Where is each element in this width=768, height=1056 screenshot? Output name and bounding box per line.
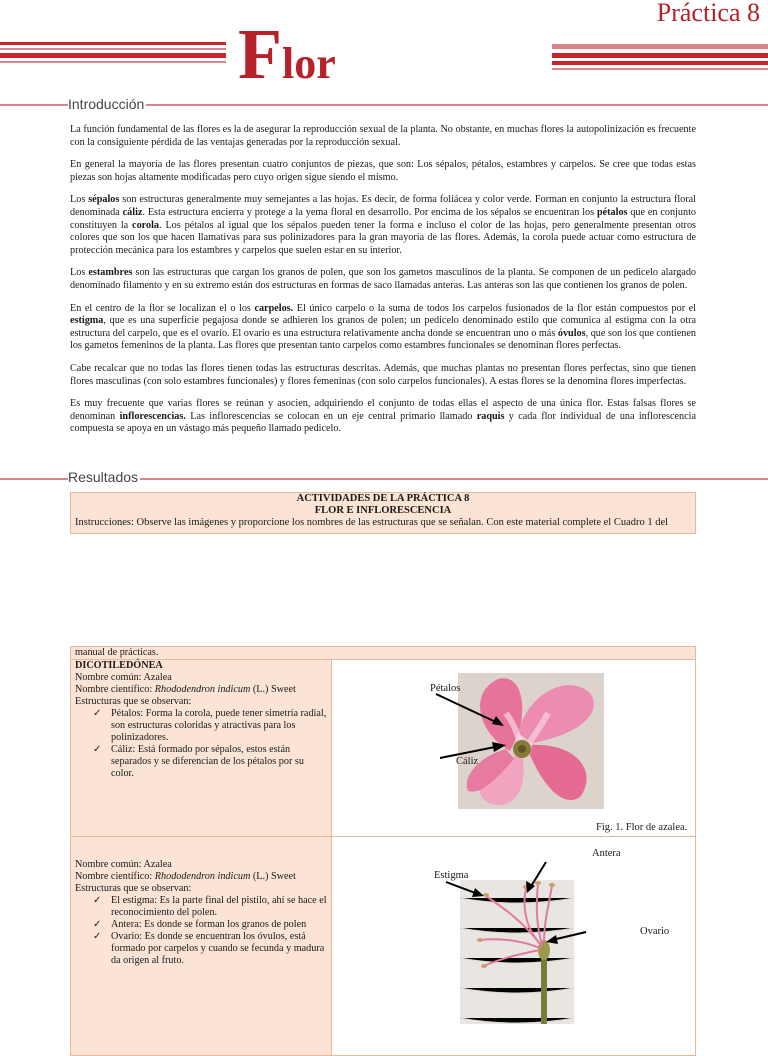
intro-paragraph: En el centro de la flor se localizan el o los carpelos. El único carpelo o la suma de todos los carpelos fusionados de la flor están compuestos por el estigma, que es una superficie pegajosa donde se adhieren los granos de polen; un pedicelo denominado estilo que comunica al estigma con la otra estructura del carpelo, que es el ovario. El ovario es una estructura relativamente ancha donde se encuentran uno o más óvulos, que son los que contienen los gametos femeninos de la planta. Las flores que presentan tanto carpelos como estambres funcionales se denominan flores perfectas. <box>70 302 697 352</box>
header-stripe <box>0 42 226 45</box>
structures-list <box>75 895 327 967</box>
results-heading: Resultados <box>68 469 139 485</box>
header-stripe <box>0 48 226 50</box>
intro-body <box>70 124 696 446</box>
instructions-cont-text: manual de prácticas. <box>75 647 159 658</box>
row1-text-cell <box>71 660 332 837</box>
intro-paragraph: Los estambres son las estructuras que cargan los granos de polen, que son los gametos masculinos de la planta. Se componen de un pedicelo alargado denominado filamento y en su extremo están dos estructuras en formas de saco llamadas anteras. Las anteras son las que contienen los granos de polen. <box>70 267 697 291</box>
row2-text-cell <box>71 837 332 1056</box>
instructions-text: Instrucciones: Observe las imágenes y proporcione los nombres de las estructuras que se señalan. Con este material complete el Cuadro 1 del <box>75 517 669 528</box>
label-estigma: Estigma <box>434 870 469 881</box>
title-rest: lor <box>281 39 336 88</box>
structures-label: Estructuras que se observan: <box>75 696 192 707</box>
label-antera: Antera <box>592 848 621 859</box>
category-label: DICOTILEDÓNEA <box>75 660 163 671</box>
page-title <box>238 14 336 94</box>
scientific-name: Nombre científico: Rhododendron indicum (L.) Sweet <box>75 684 296 695</box>
intro-paragraph: La función fundamental de las flores es la de asegurar la reproducción sexual de la planta. No obstante, en muchas flores la autopolinización es frecuente con la consiguiente pérdida de las ventajas generadas por la reproducción sexual. <box>70 124 696 148</box>
intro-paragraph: Los sépalos son estructuras generalmente muy semejantes a las hojas. Es decir, de forma foliácea y color verde. Forman en conjunto la estructura floral denominada cáliz. Esta estructura encierra y protege a la yema floral en desarrollo. Por encima de los sépalos se encuentran los pétalos que en conjunto constituyen la corola. Los pétalos al igual que los sépalos pueden tener la forma e incluso el color de las hojas, pero generalmente presentan otros colores que son los que hacen llamativas para sus polinizadores para la gran mayoría de las flores. Además, la corola puede actuar como estructura de protección mecánica para los estambres y carpelos que suelen estar en su interior. <box>70 194 696 256</box>
pointer-arrows <box>440 858 590 948</box>
intro-paragraph: Cabe recalcar que no todas las flores tienen todas las estructuras descritas. Además, que muchas plantas no presentan flores perfectas, sino que tienen flores masculinas (con solo estambres funcionales) y flores femeninas (con solo carpelos funcionales). A estas flores se la denomina flores imperfectas. <box>70 362 696 387</box>
intro-heading: Introducción <box>68 96 145 112</box>
list-item: ✓ Antera: Es donde se forman los granos de polen <box>93 919 327 931</box>
intro-paragraph: Es muy frecuente que varias flores se reúnan y asocien, adquiriendo el conjunto de todas ellas el aspecto de una única flor. Estas falsas flores se denominan inflorescencias. Las inflorescencias se colocan en un eje central primario llamado raquis y cada flor individual de una inflorescencia compuesta se apoya en un vástago más pequeño llamado pedicelo. <box>70 398 696 435</box>
activities-subtitle: FLOR E INFLORESCENCIA <box>314 505 452 516</box>
header-stripe <box>552 44 768 49</box>
list-item: ✓ Ovario: Es donde se encuentran los óvulos, está formado por carpelos y cuando se fecunda y madura da origen al fruto. <box>93 931 327 967</box>
activities-title: ACTIVIDADES DE LA PRÁCTICA 8 <box>296 493 470 504</box>
intro-paragraph: En general la mayoría de las flores presentan cuatro conjuntos de piezas, que son: Los sépalos, pétalos, estambres y carpelos. Se cree que todas estas piezas son hojas altamente modificadas pero cuyo origen sigue siendo el mismo. <box>70 159 696 183</box>
common-name: Nombre común: Azalea <box>75 672 172 683</box>
label-petalos: Pétalos <box>430 683 461 694</box>
structures-list <box>75 708 327 780</box>
practica-number: Práctica 8 <box>656 0 760 27</box>
table-row <box>71 837 696 1056</box>
common-name: Nombre común: Azalea <box>75 859 172 870</box>
activities-box <box>70 492 696 534</box>
header-stripe <box>552 68 768 70</box>
pointer-arrows <box>430 690 540 770</box>
list-item: ✓ Pétalos: Forma la corola, puede tener simetría radial, son estructuras coloridas y atractivas para los polinizadores. <box>93 708 327 744</box>
instructions-continued <box>71 647 696 660</box>
label-caliz: Cáliz <box>456 756 479 767</box>
header-stripe <box>552 61 768 65</box>
list-item: ✓ El estigma: Es la parte final del pistilo, ahí se hace el reconocimiento del polen. <box>93 895 327 919</box>
figure-caption: Fig. 1. Flor de azalea. <box>596 822 688 833</box>
scientific-name: Nombre científico: Rhododendron indicum (L.) Sweet <box>75 871 296 882</box>
header-stripe <box>0 53 226 58</box>
list-item: ✓ Cáliz: Está formado por sépalos, estos están separados y se diferencian de los pétalos por su color. <box>93 744 327 780</box>
title-initial: F <box>238 14 282 94</box>
header-stripe <box>0 61 226 63</box>
header-stripe <box>552 53 768 58</box>
label-ovario: Ovario <box>640 926 670 937</box>
structures-label: Estructuras que se observan: <box>75 883 192 894</box>
